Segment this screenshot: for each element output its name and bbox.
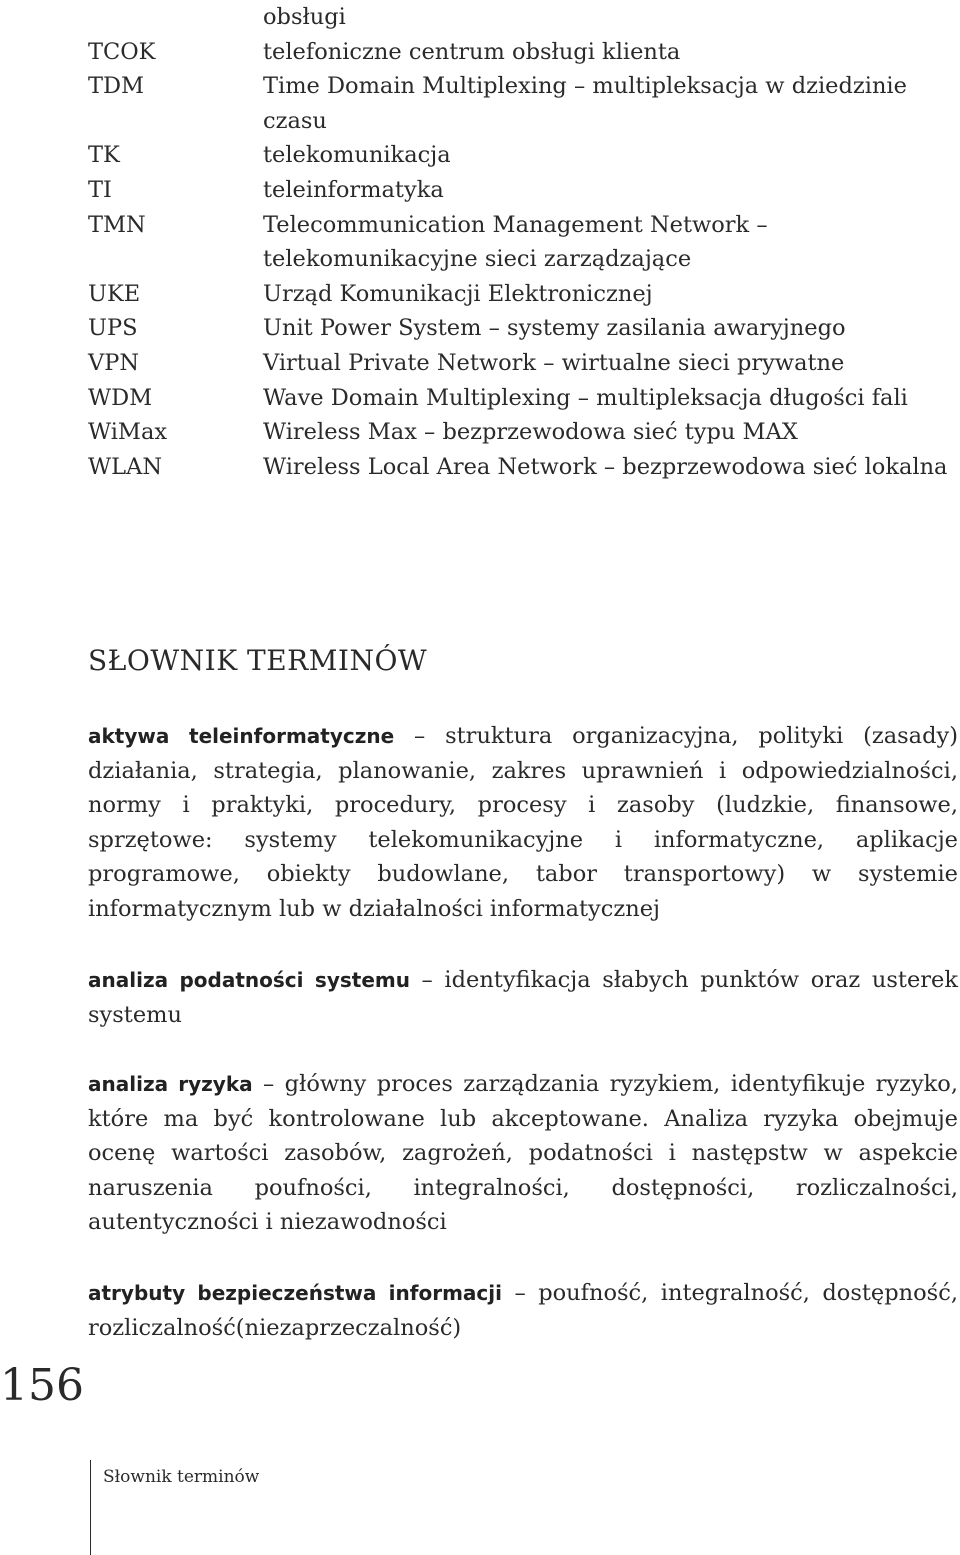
glossary-term: atrybuty bezpieczeństwa informacji [88, 1281, 502, 1305]
abbreviation-definition: Wireless Max – bezprzewodowa sieć typu MAX [263, 419, 798, 446]
abbreviation-row [88, 277, 960, 312]
abbreviation-definition: Virtual Private Network – wirtualne sieci prywatne [263, 349, 845, 376]
abbreviation-list [88, 0, 960, 484]
abbreviation-row [88, 138, 960, 173]
glossary-separator: – [409, 967, 445, 993]
glossary-entry [88, 1067, 958, 1240]
glossary-entry [88, 1276, 958, 1345]
abbreviation-definition: Wireless Local Area Network – bezprzewodowa sieć lokalna [263, 453, 948, 480]
abbreviation-row [88, 415, 960, 450]
abbreviation-row [88, 69, 960, 138]
abbreviation-definition: teleinformatyka [263, 176, 444, 203]
abbreviation-definition: Time Domain Multiplexing – multipleksacja w dziedzinie czasu [263, 73, 907, 134]
abbreviation-term: WDM [88, 384, 153, 411]
running-footer: Słownik terminów [103, 1467, 260, 1487]
abbreviation-term: TDM [88, 73, 145, 100]
abbreviation-definition: Unit Power System – systemy zasilania awaryjnego [263, 315, 846, 342]
abbreviation-term: TMN [88, 211, 146, 238]
glossary-term: aktywa teleinformatyczne [88, 724, 395, 748]
abbreviation-term: WLAN [88, 453, 163, 480]
glossary-entry [88, 963, 958, 1032]
glossary-separator: – [394, 723, 446, 749]
abbreviation-term: UKE [88, 280, 141, 307]
abbreviation-term: WiMax [88, 419, 168, 446]
glossary-definition: identyfikacja słabych punktów oraz usterek systemu [88, 967, 958, 1028]
abbreviation-row [88, 208, 960, 277]
abbreviation-definition: Urząd Komunikacji Elektronicznej [263, 280, 653, 307]
footer-divider [90, 1460, 91, 1555]
abbreviation-row [88, 173, 960, 208]
abbreviation-term: TI [88, 176, 112, 203]
section-title: SŁOWNIK TERMINÓW [88, 644, 428, 677]
glossary-term: analiza ryzyka [88, 1072, 253, 1096]
abbreviation-row [88, 381, 960, 416]
abbreviation-row [88, 35, 960, 70]
abbreviation-definition: telefoniczne centrum obsługi klienta [263, 38, 681, 65]
abbreviation-term: TCOK [88, 38, 156, 65]
glossary-separator: – [501, 1280, 539, 1306]
abbreviation-term: TK [88, 142, 120, 169]
glossary-entry [88, 719, 958, 927]
glossary-term: analiza podatności systemu [88, 968, 410, 992]
abbreviation-definition: Telecommunication Management Network – telekomunikacyjne sieci zarządzające [263, 211, 768, 273]
abbreviation-row [88, 346, 960, 381]
abbreviation-definition: Wave Domain Multiplexing – multipleksacja długości fali [263, 384, 908, 411]
abbreviation-definition: obsługi [263, 4, 346, 30]
abbreviation-row [88, 311, 960, 346]
glossary-separator: – [252, 1071, 285, 1097]
abbreviation-term: UPS [88, 315, 138, 342]
page-number: 156 [0, 1360, 84, 1411]
glossary-definition: struktura organizacyjna, polityki (zasady) działania, strategia, planowanie, zakres uprawnień i odpowiedzialności, normy i praktyki, procedury, procesy i zasoby (ludzkie, finansowe, sprzętowe: systemy telekomunikacyjne i informatyczne, aplikacje programowe, obiekty budowlane, tabor transportowy) w systemie informatycznym lub w działalności informatycznej [88, 723, 958, 922]
abbreviation-row [88, 450, 960, 485]
glossary-definition: główny proces zarządzania ryzykiem, identyfikuje ryzyko, które ma być kontrolowane lub akceptowane. Analiza ryzyka obejmuje ocenę wartości zasobów, zagrożeń, podatności i następstw w aspekcie naruszenia poufności, integralności, dostępności, rozliczalności, autentyczności i niezawodności [88, 1071, 959, 1236]
abbreviation-definition: telekomunikacja [263, 142, 451, 169]
abbreviation-term: VPN [88, 349, 140, 376]
glossary-definition: poufność, integralność, dostępność, rozliczalność(niezaprzeczalność) [88, 1280, 958, 1341]
abbreviation-row [88, 0, 960, 35]
